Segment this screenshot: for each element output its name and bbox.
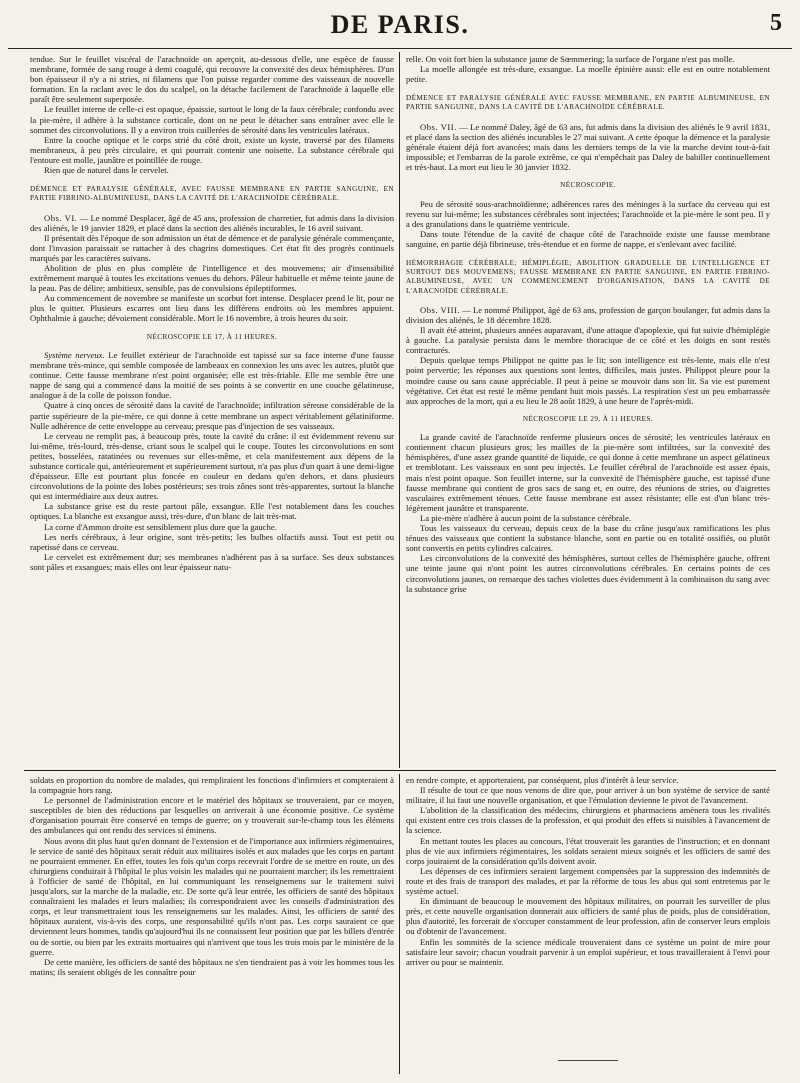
paragraph: relle. On voit fort bien la substance jaune de Sœmmering; la surface de l'organe n'est pas molle. [406, 54, 735, 64]
paragraph: La grande cavité de l'arachnoïde renferme plusieurs onces de sérosité; les ventricules latéraux en contiennent chacun plusieurs gros; les mailles de la pie-mère sont infiltrées, sur la convexité des hémisphères, d'une assez grande quantité de liquide, ce qui donne à cette membrane un aspect gélatineux et tremblotant. Les vaisseaux en sont peu injectés. Le feuillet cérébral de l'arachnoïde est assez épais, mais n'est point opaque. Son feuillet interne, sur la convexité de l'hémisphère gauche, est tapissé d'une fausse membrane qui contient de gros sacs de sang et, en outre, des réunions de stries, ou d'aigrettes vasculaires extrêmement ténues. Cette fausse membrane est assez résistante; elle est d'un blanc très-légèrement jaunâtre et transparente. [406, 432, 770, 513]
paragraph: Tous les vaisseaux du cerveau, depuis ceux de la base du crâne jusqu'aux ramifications les plus ténues des vaisseaux que contient la substance blanche, sont en partie ou en totalité ossifiés, ou plutôt sont convertis en petits cylindres calcaires. [406, 523, 770, 554]
right-column [406, 54, 770, 766]
paragraph: La moelle allongée est très-dure, exsangue. La moelle épinière aussi: elle est en outre notablement petite. [406, 64, 770, 85]
paragraph: en rendre compte, et apporteraient, par conséquent, plus d'intérêt à leur service. [406, 775, 679, 785]
paragraph: L'abolition de la classification des médecins, chirurgiens et pharmaciens amènera tous les rivalités qui existent entre ces trois classes de la profession, et qui produit des effets si nuisibles à l'avancement de la science. [406, 805, 770, 836]
italic-lead: Système nerveux. [44, 349, 105, 360]
paragraph: La substance grise est du reste partout pâle, exsangue. Elle l'est notablement dans les couches optiques. La blanche est exsangue aussi, très-dure, d'un blanc de lait très-mat. [30, 501, 394, 522]
observation-paragraph [406, 305, 770, 325]
paragraph: Rien que de naturel dans le cervelet. [44, 165, 169, 176]
paragraph: Les circonvolutions de la convexité des hémisphères, surtout celles de l'hémisphère gauche, offrent une teinte jaune qui n'ont point les autres circonvolutions cérébrales. En certains points de ces circonvolutions jaunes, on remarque des taches violettes dues évidemment à la combinaison du sang avec la substance grise [406, 553, 770, 594]
paragraph: En mettant toutes les places au concours, l'état trouverait les garanties de l'instruction; et en donnant plus de vie aux infirmiers régimentaires, les soldats seraient mieux soignés et les officiers de santé des corps jouiraient de la considération qu'ils doivent avoir. [406, 835, 770, 866]
observation-paragraph [406, 122, 770, 172]
paragraph: Le cervelet est extrêmement dur; ses membranes n'adhèrent pas à sa surface. Ses deux substances sont pâles et exsangues; mais elles ont leur épaisseur natu- [30, 551, 394, 572]
paragraph: Le feuillet interne de celle-ci est opaque, épaissie, surtout le long de la faux cérébrale; confondu avec la pie-mère, il adhère à la substance corticale, dont on ne peut le détacher sans entraîner avec elle le sommet des circonvolutions. Il y a environ trois cuillerées de sérosité dans les ventricules latéraux. [30, 104, 394, 135]
paragraph-text: Le feuillet extérieur de l'arachnoïde est tapissé sur sa face interne d'une fausse membrane très-mince, qui semble composée de lambeaux en connexion les uns avec les autres, plutôt que continue. Cette fausse membrane n'est point organisée; elle est très-friable. Elle me semble être une nappe de sang qui a commencé dans la moitié de ses points à se convertir en une couche gélatineuse, analogue à de la colle de poisson fondue. [30, 349, 394, 401]
paragraph: La pie-mère n'adhère à aucun point de la substance cérébrale. [420, 512, 632, 523]
observation-paragraph [30, 213, 394, 233]
observation-label: Obs. VIII. [420, 304, 460, 315]
feuilleton-rule [24, 770, 776, 771]
observation-text: — Le nommé Desplacer, âgé de 45 ans, profession de charretier, fut admis dans la division des aliénés, le 19 janvier 1829, et placé dans la section des aliénés incurables, le 16 avril suivant. [30, 212, 394, 233]
section-heading: DÉMENCE ET PARALYSIE GÉNÉRALE AVEC FAUSSE MEMBRANE, EN PARTIE ALBUMINEUSE, EN PARTIE SANGUINE, DANS LA CAVITÉ DE L'ARACHNOÏDE CÉRÉBRALE. [406, 94, 770, 112]
section-heading: HÉMORRHAGIE CÉRÉBRALE; HÉMIPLÉGIE; ABOLITION GRADUELLE DE L'INTELLIGENCE ET SURTOUT DES MOUVEMENS; FAUSSE MEMBRANE EN PARTIE SANGUINE, EN PARTIE FIBRINO-ALBUMINEUSE, AVEC UN COMMENCEMENT D'ORGANISATION, DANS LA CAVITÉ DE L'ARACNOÏDE CÉRÉBRALE. [406, 259, 770, 295]
page-header [0, 6, 800, 44]
paragraph: De cette manière, les officiers de santé des hôpitaux ne s'en tiendraient pas à voir les hommes tous les matins; ils seraient obligés de les connaître pour [30, 956, 394, 977]
paragraph: Entre la couche optique et le corps strié du côté droit, existe un kyste, traversé par des filamens membraneux, à peu près circulaire, et qui pourrait contenir une noisette. La substance cérébrale qui l'entoure est molle, jaunâtre et pointillée de rouge. [30, 134, 394, 165]
observation-label: Obs. VII. [420, 121, 457, 132]
paragraph: Peu de sérosité sous-arachnoïdienne; adhérences rares des méninges à la surface du cerveau qui est revenu sur lui-même; les substances cérébrales sont injectées; l'arachnoïde et la pie-mère le sont peu. Il y a des granulations dans le quatrième ventricule. [406, 198, 770, 229]
paragraph: La corne d'Ammon droite est sensiblement plus dure que la gauche. [44, 521, 277, 532]
paragraph: soldats en proportion du nombre de malades, qui rempliraient les fonctions d'infirmiers et compteraient à la compagnie hors rang. [30, 775, 394, 796]
paragraph: Les dépenses de ces infirmiers seraient largement compensées par la suppression des indemnités de route et des frais de transport des malades, et par la réforme de tous les abus qui sont entretenus par le système actuel. [406, 865, 770, 897]
paragraph: Au commencement de novembre se manifeste un scorbut fort intense. Desplacer prend le lit, pour ne plus le quitter. Plusieurs escarres ont lieu dans les différens endroits où les membres appuient. Ophthalmie à gauche; dévoiement considérable. Mort le 16 novembre, à trois heures du soir. [30, 293, 394, 324]
paragraph: Il avait été atteint, plusieurs années auparavant, d'une attaque d'apoplexie, qui fut suivie d'hémiplégie à gauche. La paralysie persista dans le membre thoracique de ce côté et les doigts en sont restés contracturés. [406, 325, 770, 356]
paragraph: Le cerveau ne remplit pas, à beaucoup près, toute la cavité du crâne: il est évidemment revenu sur lui-même, très-lourd, très-dense, criant sous le scalpel qui le coupe. Toutes les circonvolutions en sont petites, bosselées, ratatinées ou revenues sur elles-même, et cela manifestement aux dépens de la substance corticale qui, antérieurement et supérieurement surtout, n'a pas plus d'un quart à une demi-ligne d'épaisseur. Elle est pourtant plus foncée en couleur en dedans qu'en dehors, et dans plusieurs circonvolutions de la pointe des lobes postérieurs; ses trois zônes sont très-apparentes, surtout la blanche qui est intermédiaire aux deux autres. [30, 430, 394, 502]
running-title: DE PARIS. [330, 10, 470, 39]
column-divider [399, 774, 400, 1074]
necroscopy-heading: NÉCROSCOPIE LE 29, À 11 HEURES. [522, 414, 654, 423]
column-divider [399, 52, 400, 768]
bottom-right-column [406, 775, 770, 1055]
paragraph: Les nerfs cérébraux, à leur origine, sont très-petits; les bulbes olfactifs aussi. Tout est petit ou rapetissé dans ce cerveau. [30, 531, 394, 552]
paragraph: Nous avons dit plus haut qu'en donnant de l'extension et de l'importance aux infirmiers régimentaires, le service de santé des hôpitaux serait réduit aux militaires isolés et aux malades que les corps en partant ne pourraient emmener. En effet, toutes les fois qu'un corps recevrait l'ordre de se mettre en route, un des chirurgiens conduirait à l'hôpital le plus voisin les malades qui ne pourraient marcher; ils les remettraient à l'officier de santé de l'hôpital, en lui communiquant les renseignemens sur le traitement suivi jusqu'alors, sur la marche de la maladie, etc. De sorte qu'à leur entrée, les officiers de santé des hôpitaux connaîtraient les malades et leurs maladies; ils correspondraient avec les conseils d'administration des corps, et leur transmettraient tous les renseignemens sur les malades. Ainsi, les officiers de santé des hôpitaux auraient, vis-à-vis des corps, une responsabilité qu'ils n'ont pas. Les corps sauraient ce que deviennent leurs hommes, tandis qu'aujourd'hui ils ne connaissent leur position que par les billets d'entrée ou de sortie, ou bien par les extraits mortuaires qui n'arrivent que tous les trois mois par le ministère de la guerre. [30, 835, 394, 957]
paragraph: Enfin les sommités de la science médicale trouveraient dans ce système un point de mire pour satisfaire leur savoir; chacun voudrait parvenir à un emploi supérieur, et tous travailleraient à l'envi pour arriver ou pour se maintenir. [406, 936, 770, 967]
end-rule [558, 1060, 618, 1061]
necroscopy-heading: NÉCROSCOPIE. [560, 181, 616, 190]
paragraph: Abolition de plus en plus complète de l'intelligence et des mouvemens; air d'insensibilité extrêmement marqué à toutes les excitations venues du dehors. Pâleur habituelle et même teinte jaune de la peau. Pas de délire; ambitieux, sensible, pas de convulsions épileptiformes. [30, 263, 394, 294]
paragraph: Depuis quelque temps Philippot ne quitte pas le lit; son intelligence est très-lente, mais elle n'est point pervertie; les réponses aux questions sont lentes, difficiles, mais justes. Philippot pleure pour la moindre cause ou sans cause appréciable. Il peut à peine se mouvoir dans son lit. Sa vie est purement végétative. Cet état est resté le même pendant huit mois passés. La respiration s'est un peu embarrassée aux approches de la mort, qui a eu lieu le 28 août 1829, à une heure de l'après-midi. [406, 355, 770, 406]
paragraph: Quatre à cinq onces de sérosité dans la cavité de l'arachnoïde; infiltration séreuse considérable de la partie supérieure de la pie-mère, ce qui donne à cette membrane un aspect véritablement gélatiniforme. Nulle adhérence de cette enveloppe au cerveau; presque pas d'injection de ses vaisseaux. [30, 400, 394, 431]
paragraph: Le personnel de l'administration encore et le matériel des hôpitaux se trouveraient, par ce moyen, susceptibles de bien des réductions par lesquelles on arriverait à une économie positive. Ce système d'organisation pourrait être conservé en temps de guerre; on y trouverait sur-le-champ tous les élémens des ambulances qui ont rendu des services si éminens. [30, 795, 394, 836]
observation-text: — Le nommé Philippot, âgé de 63 ans, profession de garçon boulanger, fut admis dans la division des aliénés, le 18 décembre 1828. [406, 304, 770, 325]
paragraph: Il résulte de tout ce que nous venons de dire que, pour arriver à un bon système de service de santé militaire, il lui faut une nouvelle organisation, et que l'émulation devienne le pivot de l'avancement. [406, 785, 770, 806]
observation-text: — Le nommé Daley, âgé de 63 ans, fut admis dans la division des aliénés le 9 avril 1831, et placé dans la section des aliénés incurables le 27 mai suivant. A cette époque la démence et la paralysie générale étaient déjà fort avancées; mais dans les derniers temps de la vie la marche devint tout-à-fait impossible; et l'embarras de la parole extrême, ce qui n'empêchait pas Daley de babiller continuellement et très-haut. La mort eut lieu le 30 janvier 1832. [406, 121, 770, 173]
observation-label: Obs. VI. [44, 212, 78, 223]
header-rule [8, 48, 792, 49]
paragraph: Il présentait dès l'époque de son admission un état de démence et de paralysie générale commençante, dont l'invasion paraissait se rattacher à des chagrins domestiques. Cet état fit des progrès continuels marqués par les caractères suivans. [30, 232, 394, 263]
paragraph: En diminuant de beaucoup le mouvement des hôpitaux militaires, on pourrait les surveiller de plus près, et cette nouvelle organisation donnerait aux officiers de santé plus de poids, plus de considération, plus d'autorité, les forcerait de s'occuper constamment de leur profession, afin de conserver leurs emplois ou d'obtenir de l'avancement. [406, 896, 770, 937]
necroscopy-heading: NÉCROSCOPIE LE 17, À 11 HEURES. [146, 332, 278, 341]
paragraph: tendue. Sur le feuillet viscéral de l'arachnoïde on aperçoit, au-dessous d'elle, une espèce de fausse membrane, formée de sang rouge à demi coagulé, qui recouvre la convexité des deux hémisphères. D'un bon épaisseur il n'y a ni stries, ni filamens que l'on puisse regarder comme des vaisseaux de nouvelle formation. En la raclant avec le dos du scalpel, on la détache facilement de l'arachnoïde à laquelle elle paraît être seulement superposée. [30, 54, 394, 105]
left-column [30, 54, 394, 766]
bottom-left-column [30, 775, 394, 1073]
page-number: 5 [770, 10, 782, 36]
paragraph [30, 350, 394, 400]
paragraph: Dans toute l'étendue de la cavité de chaque côté de l'arachnoïde existe une fausse membrane sanguine, en partie déjà fibrineuse, très-étendue et en forme de nappe, et s'enlevant avec facilité. [406, 228, 770, 249]
section-heading: DÉMENCE ET PARALYSIE GÉNÉRALE, AVEC FAUSSE MEMBRANE EN PARTIE SANGUINE, EN PARTIE FIBRINO-ALBUMINEUSE, DANS LA CAVITÉ DE L'ARACHNOÏDE CÉRÉBRALE. [30, 185, 394, 203]
